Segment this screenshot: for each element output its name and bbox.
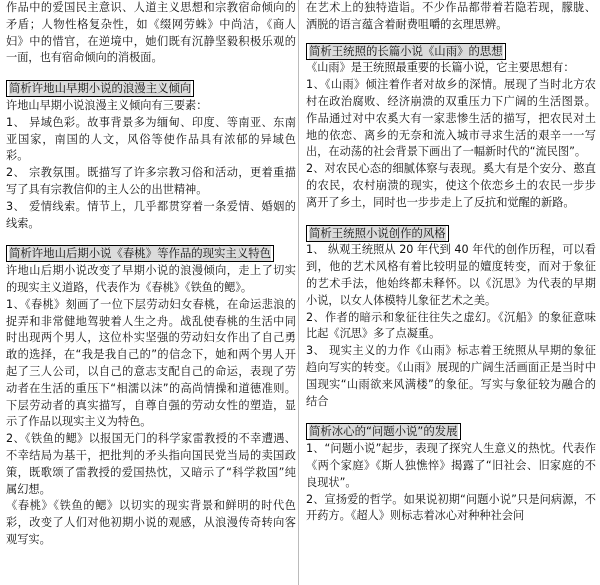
left-column: [6, 0, 296, 549]
list-item: 1、《山雨》倾注着作者对故乡的深情。展现了当时北方农村在政治腐败、经济崩溃的双重压力下广阔的生活图景。作品通过对中农奚大有一家悲惨生活的描写，把农民对土地的依恋、离乡的无奈和流入城市寻求生活的艰辛一一写出，在动荡的社会背景下画出了一幅新时代的“流民图”。: [306, 78, 596, 159]
column-divider: [298, 0, 299, 585]
section-heading-xu-dishan-romanticism: 简析许地山早期小说的浪漫主义倾向: [6, 80, 194, 97]
list-item: 1、“问题小说”起步，表现了探究人生意义的热忱。代表作《两个家庭》《斯人独憔悴》揭露了“旧社会、旧家庭的不良现状”。: [306, 442, 596, 489]
paragraph: 《春桃》《铁鱼的鳃》以切实的现实背景和鲜明的时代色彩，改变了人们对他初期小说的观感，从浪漫传奇转向客观写实。: [6, 499, 296, 546]
list-item: 1、 异域色彩。故事背景多为缅甸、印度、等南亚、东南亚国家，南国的人文，风俗等使作品具有浓郁的异域色彩。: [6, 115, 296, 163]
list-item: 2、宣扬爱的哲学。如果说初期“问题小说”只是问病源，不开药方。《超人》则标志着冰心对种种社会问: [306, 492, 596, 523]
list-item: 2、对农民心态的细腻体察与表现。奚大有是个安分、憨直的农民，农村崩溃的现实，使这个依恋乡土的农民一步步离开了乡土，同时也一步步走上了反抗和觉醒的新路。: [306, 162, 596, 209]
list-item: 3、 爱情线索。情节上，几乎都贯穿着一条爱情、婚姻的线索。: [6, 199, 296, 230]
list-item: 3、 现实主义的力作《山雨》标志着王统照从早期的象征趋向写实的转变。《山雨》展现的广阔生活画面正是当时中国现实“山雨欲来风满楼”的象征。写实与象征较为融合的结合: [306, 344, 596, 408]
section-heading-bingxin-problem-novels: 简析冰心的“问题小说”的发展: [306, 423, 461, 440]
section-heading-xu-dishan-realism: 简析许地山后期小说《春桃》等作品的现实主义特色: [6, 245, 274, 262]
list-item: 1、《春桃》刻画了一位下层劳动妇女春桃，在命运悲浪的捉弄和非常健地驾驶着人生之舟。战乱使春桃的生活中同时出现两个男人，这位朴实坚强的劳动妇女作出了自己勇敢的选择，在“我是我自己的”的信念下，她和两个男人开起了三人公司，以自己的意志支配自己的命运，表现了劳动者在生活的重压下“相濡以沫”的高尚情操和道德准则。下层劳动者的真实描写，自尊自强的劳动女性的塑造，显示了作品以现实主义为特色。: [6, 297, 296, 429]
list-item: 2、 宗教氛围。既描写了许多宗教习俗和活动，更着重描写了具有宗教信仰的主人公的出世精神。: [6, 166, 296, 196]
paragraph: 许地山后期小说改变了早期小说的浪漫倾向，走上了切实的现实主义道路，代表作为《春桃》《铁鱼的鳃》。: [6, 264, 296, 294]
intro-paragraph: 在艺术上的独特造诣。不少作品都带着若隐若现，朦胧、洒脱的语言蕴含着耐费咀嚼的玄理思辨。: [306, 1, 596, 31]
paragraph: 《山雨》是王统照最重要的长篇小说，它主要思想有：: [306, 61, 575, 75]
intro-paragraph: 作品中的爱国民主意识、人道主义思想和宗教宿命倾向的矛盾；人物性格复杂性，如《缀网劳蛛》中尚洁，《商人妇》中的惜官，在逆境中，她们既有沉静坚毅积极乐观的一面，也有宿命倾向的消极面。: [6, 1, 296, 65]
list-item: 1、 纵观王统照从 20 年代到 40 年代的创作历程，可以看到，他的艺术风格有着比较明显的嬗度转变，而对于象征的艺术手法，他始终都未释怀。以《沉思》为代表的早期小说，以女人体模特儿象征艺术之美。: [306, 243, 596, 307]
right-column: [306, 0, 596, 525]
list-item: 2、作者的暗示和象征往往失之虚幻。《沉船》的象征意味比起《沉思》多了点凝重。: [306, 310, 596, 341]
section-heading-wang-tongzhao-style: 简析王统照小说创作的风格: [306, 225, 449, 242]
list-item: 2、《铁鱼的鳃》以报国无门的科学家雷教授的不幸遭遇、不幸结局为基干，把批判的矛头指向国民党当局的卖国政策，既歌颂了雷教授的爱国热忱，又暗示了“科学救国”纯属幻想。: [6, 432, 296, 496]
paragraph: 许地山早期小说浪漫主义倾向有三要素：: [6, 98, 208, 112]
section-heading-shanyu-thought: 简析王统照的长篇小说《山雨》的思想: [306, 43, 506, 60]
